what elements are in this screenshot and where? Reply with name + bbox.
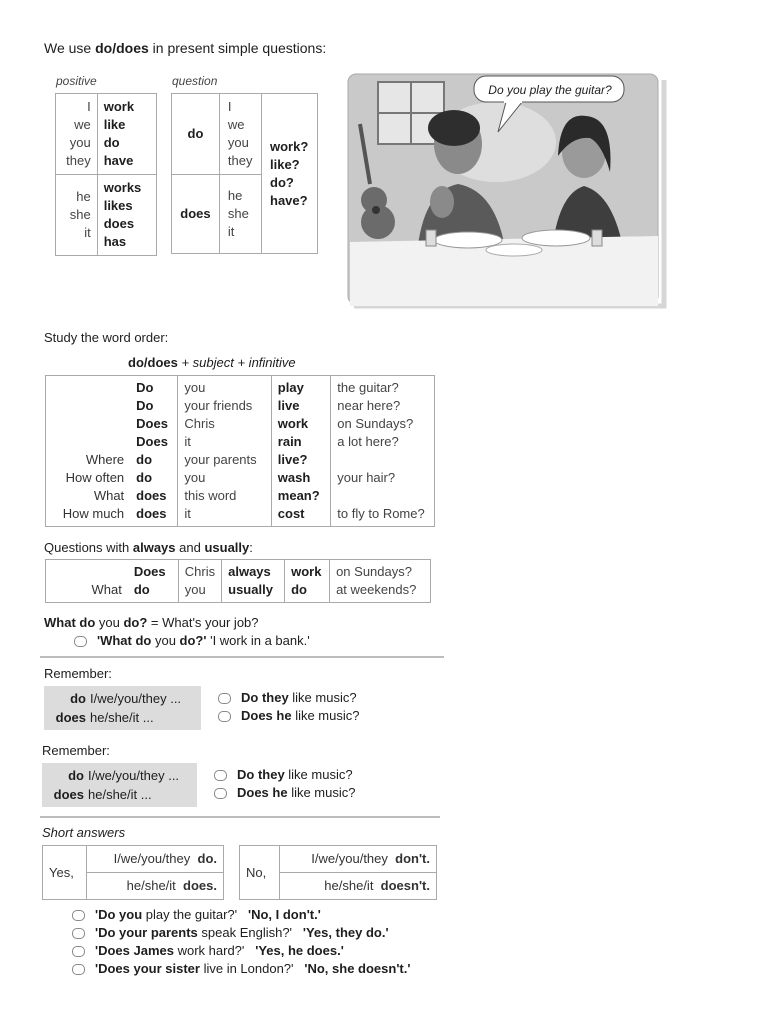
sa-verb: don't. [395,851,430,866]
word-order-cell: on Sundays? [331,415,435,433]
pronoun: I [227,99,232,114]
remember-row [48,766,191,785]
example-bold: 'Do your parents [95,925,198,940]
example-text: like music? [288,690,357,705]
illustration-panel [346,72,668,312]
bullet-circle-icon [214,770,227,781]
word-order-cell: wash [271,469,331,487]
remember-row [48,785,191,804]
pronoun: she [227,206,249,221]
word-order-cell: this word [178,487,271,505]
word-order-cell: does [136,488,167,503]
word-order-cell: a lot here? [331,433,435,451]
remember-examples [214,766,356,802]
example-bold: 'Does your sister [95,961,200,976]
pronoun: she [69,207,91,222]
divider [40,816,440,818]
always-usually-cell: always [222,560,285,582]
wdyd-ex-bold: do?' [179,633,207,648]
word-order-cell: it [178,433,271,451]
remember-row [50,708,195,727]
remember-value: I/we/you/they ... [88,768,180,783]
word-order-row [46,376,435,398]
intro-do: do [95,40,113,56]
short-answers-yes-table [42,845,224,900]
sa-pronoun: I/we/you/they [113,851,191,866]
wdyd-text: = What's your job? [147,615,259,630]
title-text: and [175,540,205,555]
verb: likes [103,198,133,213]
verb: have [103,153,134,168]
pronoun: we [74,117,91,132]
example-bold: Does he [241,708,292,723]
pronoun-cell [219,175,261,254]
verb: work? [270,138,309,154]
word-order-cell: cost [271,505,331,527]
example-text: live in London?' [199,961,294,976]
word-order-cell: What [93,488,125,503]
question-table [171,93,318,254]
always-usually-cell: at weekends? [330,581,431,603]
word-order-cell: live? [271,451,331,469]
bullet-circle-icon [214,788,227,799]
word-order-formula [128,355,296,370]
word-order-title: Study the word order: [44,330,169,345]
remember-value: he/she/it ... [88,787,152,802]
bullet-circle-icon [72,910,85,921]
speech-bubble-text: Do you play the guitar? [488,83,612,97]
title-text: Questions with [44,540,133,555]
remember-title: Remember: [44,666,112,681]
word-order-cell: play [271,376,331,398]
word-order-cell: does [136,506,167,521]
wdyd-text: you [95,615,124,630]
word-order-row [46,505,435,527]
remember-example [214,784,356,802]
what-do-you-do-line [44,614,259,632]
sa-pronoun: he/she/it [126,878,176,893]
example-bold: 'Does James [95,943,174,958]
sa-yes-label: Yes, [43,846,87,900]
example-item [72,942,410,960]
formula-do: do [128,355,144,370]
always-usually-row [46,581,431,603]
short-answers-no-table [239,845,437,900]
word-order-cell: the guitar? [331,376,435,398]
word-order-cell: Where [85,452,125,467]
verb: do [103,135,120,150]
example-bold: Do they [237,767,285,782]
sa-cell [279,846,436,873]
always-usually-cell: you [178,581,221,603]
word-order-cell: do [136,452,153,467]
always-usually-cell: What [91,582,122,597]
word-order-cell: Does [136,434,168,449]
short-answers-title: Short answers [42,825,126,840]
example-answer: 'No, I don't.' [248,907,321,922]
word-order-cell: do [136,470,153,485]
always-usually-cell: Chris [178,560,221,582]
intro-text: We use [44,40,96,56]
always-usually-cell: usually [222,581,285,603]
title-usually: usually [204,540,250,555]
aux-cell: do [172,94,220,175]
sa-row [43,846,224,873]
word-order-row [46,469,435,487]
sa-pronoun: I/we/you/they [311,851,388,866]
example-bold: Does he [237,785,288,800]
intro-line [44,40,326,56]
bullet-circle-icon [218,711,231,722]
word-order-cell: near here? [331,397,435,415]
word-order-row [46,415,435,433]
sa-no-label: No, [240,846,280,900]
word-order-cell: to fly to Rome? [331,505,435,527]
word-order-cell: Do [136,380,154,395]
example-text: work hard?' [173,943,245,958]
example-text: like music? [284,767,353,782]
always-usually-cell [46,560,128,582]
positive-table [55,93,157,256]
verb: like? [270,156,300,172]
word-order-cell: it [178,505,271,527]
word-order-cell: Does [136,416,168,431]
remember-box [44,686,201,730]
formula-does: does [147,355,178,370]
remember-value: I/we/you/they ... [90,691,182,706]
pronoun-cell [56,175,98,256]
word-order-row [46,487,435,505]
pronoun: I [87,99,91,114]
word-order-cell: you [178,469,271,487]
word-order-row [46,397,435,415]
verb: have? [270,192,308,208]
word-order-cell: your hair? [331,469,435,487]
sa-cell [87,846,224,873]
word-order-cell: Chris [178,415,271,433]
remember-value: he/she/it ... [90,710,154,725]
word-order-cell [331,487,435,505]
always-usually-cell: do [285,581,330,603]
remember-key: do [70,691,86,706]
wdyd-bold: What do [44,615,96,630]
word-order-cell: mean? [271,487,331,505]
remember-example [218,689,360,707]
example-answer: 'Yes, they do.' [302,925,389,940]
what-do-you-do-example [74,632,310,650]
word-order-cell [46,376,131,398]
example-bold: 'Do you [95,907,143,922]
word-order-cell: work [271,415,331,433]
always-usually-cell: do [133,582,150,597]
question-label: question [172,74,218,88]
positive-row-plural [56,94,157,175]
verb: has [103,234,127,249]
title-always: always [132,540,176,555]
example-text: like music? [291,708,360,723]
pronoun-cell [56,94,98,175]
always-usually-cell: on Sundays? [330,560,431,582]
wdyd-ex-bold: 'What do [97,633,152,648]
sa-pronoun: he/she/it [324,878,374,893]
word-order-cell: rain [271,433,331,451]
word-order-cell: How often [65,470,125,485]
sa-row [240,846,437,873]
word-order-row [46,451,435,469]
word-order-row [46,433,435,451]
wdyd-ex-text: 'I work in a bank.' [206,633,310,648]
remember-title: Remember: [42,743,110,758]
remember-example [218,707,360,725]
sa-verb: doesn't. [380,878,430,893]
verb: works [103,180,142,195]
pronoun: it [227,224,235,239]
always-usually-row [46,560,431,582]
sa-cell [87,873,224,900]
example-bold: Do they [241,690,289,705]
pronoun: you [69,135,91,150]
example-item [72,924,410,942]
intro-does: does [116,40,149,56]
pronoun: it [84,225,91,240]
remember-box [42,763,197,807]
pronoun: he [227,188,243,203]
example-answer: 'Yes, he does.' [255,943,344,958]
pronoun: we [227,117,245,132]
example-item [72,906,410,924]
pronoun: they [227,153,253,168]
always-usually-table [45,559,431,603]
example-text: like music? [287,785,356,800]
pronoun-cell [219,94,261,175]
bullet-circle-icon [72,928,85,939]
formula-rest: + subject + infinitive [177,355,296,370]
formula-slash: / [143,355,148,370]
divider [40,656,444,658]
word-order-cell [46,397,131,415]
word-order-table [45,375,435,527]
sa-verb: do. [197,851,217,866]
word-order-cell: your friends [178,397,271,415]
intro-text-end: in present simple questions: [148,40,327,56]
wdyd-ex-text: you [151,633,180,648]
example-list [72,906,410,978]
remember-row [50,689,195,708]
verb: does [103,216,135,231]
example-text: play the guitar?' [142,907,238,922]
word-order-cell: your parents [178,451,271,469]
remember-key: does [53,787,84,802]
bullet-circle-icon [72,964,85,975]
word-order-cell: How much [62,506,125,521]
remember-key: do [68,768,84,783]
aux-cell: does [172,175,220,254]
word-order-cell [46,415,131,433]
sa-cell [279,873,436,900]
verb-cell [97,175,156,256]
positive-row-singular [56,175,157,256]
word-order-cell [46,433,131,451]
bullet-circle-icon [74,636,87,647]
word-order-cell: live [271,397,331,415]
title-text: : [249,540,253,555]
pronoun: they [66,153,91,168]
bullet-circle-icon [218,693,231,704]
remember-key: does [55,710,86,725]
question-verb-cell [262,94,318,254]
remember-examples [218,689,360,725]
verb: do? [270,174,294,190]
always-usually-cell: Does [133,564,166,579]
bullet-circle-icon [72,946,85,957]
question-row-plural [172,94,318,175]
remember-example [214,766,356,784]
word-order-cell: Do [136,398,154,413]
wdyd-bold: do? [123,615,148,630]
verb: like [103,117,126,132]
sa-verb: does. [183,878,217,893]
pronoun: you [227,135,249,150]
verb: work [103,99,135,114]
example-answer: 'No, she doesn't.' [304,961,411,976]
always-usually-title [44,540,253,555]
restaurant-illustration [346,72,668,312]
word-order-cell [331,451,435,469]
always-usually-cell: work [285,560,330,582]
positive-label: positive [56,74,97,88]
example-item [72,960,410,978]
intro-slash: / [112,40,117,56]
verb-cell [97,94,156,175]
example-text: speak English?' [197,925,293,940]
word-order-cell: you [178,376,271,398]
pronoun: he [76,189,91,204]
